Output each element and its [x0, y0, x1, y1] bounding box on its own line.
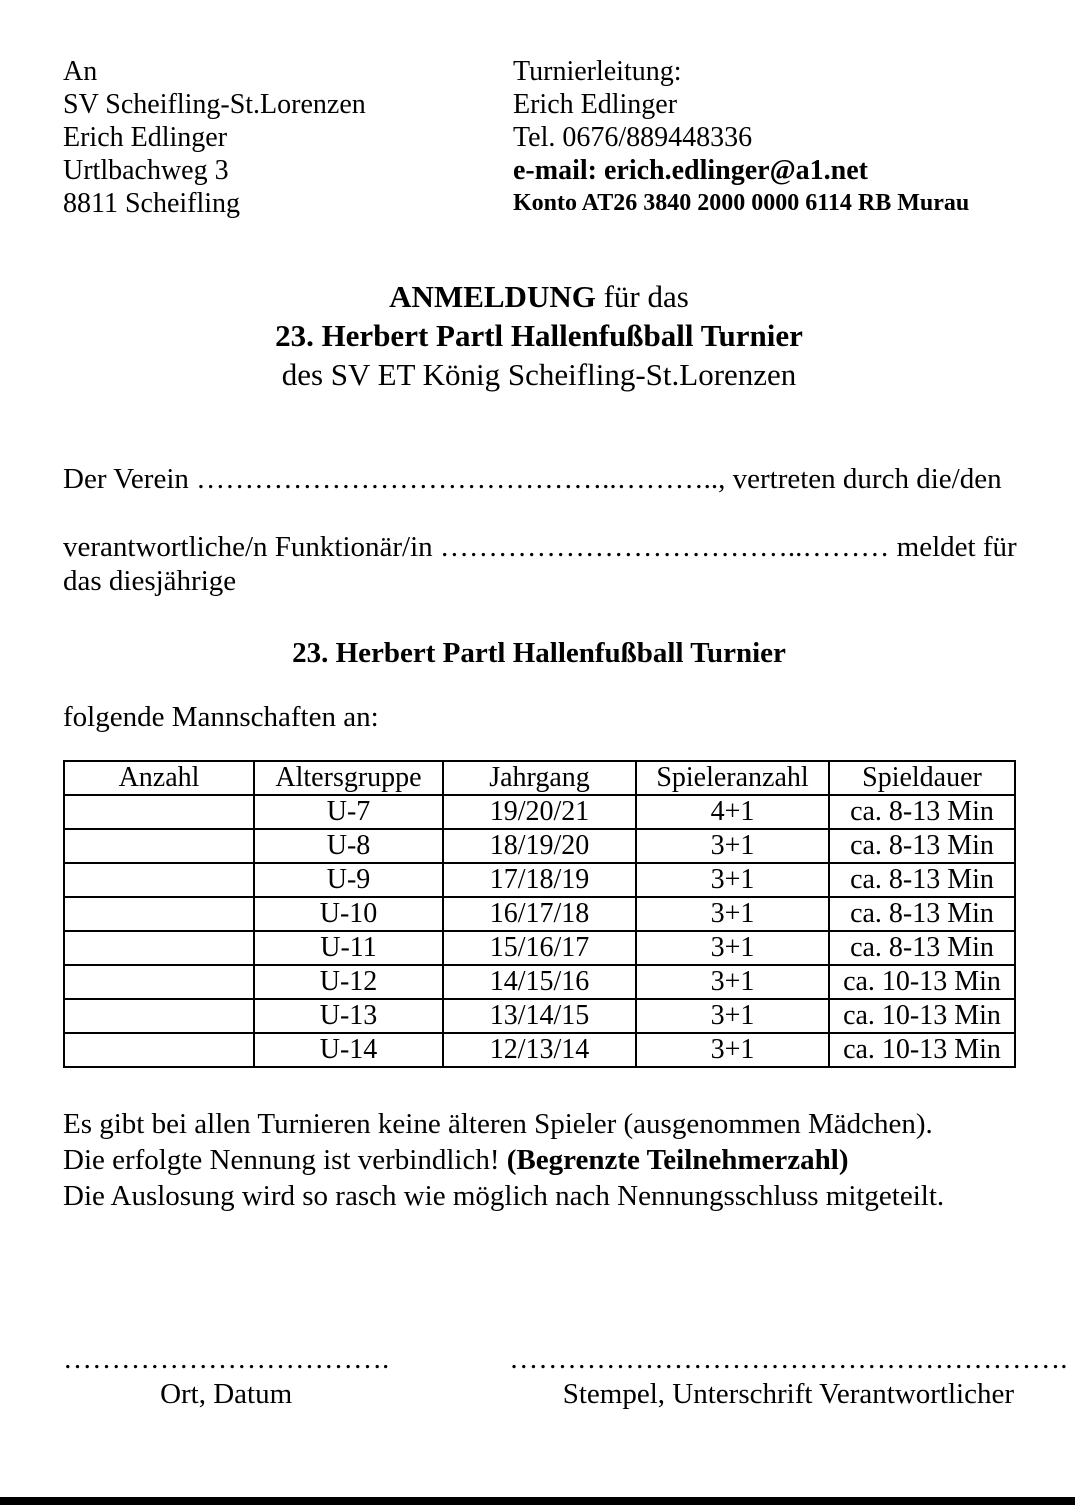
anzahl-blank-cell [64, 965, 254, 999]
year-cell: 19/20/21 [443, 795, 636, 829]
note-line-2-bold: (Begrenzte Teilnehmerzahl) [506, 1144, 849, 1176]
player-count-cell: 3+1 [636, 897, 829, 931]
year-cell: 17/18/19 [443, 863, 636, 897]
age-group-table [63, 760, 1016, 1068]
management-name: Erich Edlinger [513, 89, 678, 120]
column-header-anzahl: Anzahl [64, 761, 254, 795]
management-title: Turnierleitung: [513, 56, 682, 87]
recipient-city: 8811 Scheifling [63, 188, 241, 219]
teams-intro-text: folgende Mannschaften an: [63, 701, 379, 733]
recipient-club: SV Scheifling-St.Lorenzen [63, 89, 366, 120]
age-group-cell: U-12 [254, 965, 443, 999]
duration-cell: ca. 8-13 Min [829, 863, 1015, 897]
signature-left-block [63, 1342, 389, 1412]
duration-cell: ca. 8-13 Min [829, 931, 1015, 965]
column-header-spieleranzahl: Spieleranzahl [636, 761, 829, 795]
duration-cell: ca. 8-13 Min [829, 829, 1015, 863]
age-group-cell: U-7 [254, 795, 443, 829]
anzahl-blank-cell [64, 897, 254, 931]
place-date-label: Ort, Datum [160, 1378, 293, 1410]
management-phone: Tel. 0676/889448336 [513, 122, 753, 153]
duration-cell: ca. 10-13 Min [829, 1033, 1015, 1067]
player-count-cell: 3+1 [636, 863, 829, 897]
tournament-management-block [513, 55, 1015, 220]
funktionaer-fill-in-line: verantwortliche/n Funktionär/in ………………………………..……… meldet für [63, 531, 1017, 563]
player-count-cell: 3+1 [636, 999, 829, 1033]
age-group-cell: U-8 [254, 829, 443, 863]
recipient-name: Erich Edlinger [63, 122, 228, 153]
signature-area [63, 1342, 1068, 1412]
recipient-street: Urtlbachweg 3 [63, 155, 229, 186]
duration-cell: ca. 8-13 Min [829, 897, 1015, 931]
column-header-spieldauer: Spieldauer [829, 761, 1015, 795]
year-cell: 13/14/15 [443, 999, 636, 1033]
anzahl-blank-cell [64, 1033, 254, 1067]
document-header [63, 55, 1015, 220]
duration-cell: ca. 8-13 Min [829, 795, 1015, 829]
player-count-cell: 4+1 [636, 795, 829, 829]
notes-paragraph [63, 1106, 1015, 1214]
title-line-2: 23. Herbert Partl Hallenfußball Turnier [275, 318, 803, 353]
funktionaer-paragraph [63, 530, 1015, 598]
table-row [64, 863, 1015, 897]
note-line-2-regular: Die erfolgte Nennung ist verbindlich! [63, 1144, 507, 1176]
year-cell: 12/13/14 [443, 1033, 636, 1067]
year-cell: 15/16/17 [443, 931, 636, 965]
table-row [64, 965, 1015, 999]
anzahl-blank-cell [64, 795, 254, 829]
column-header-altersgruppe: Altersgruppe [254, 761, 443, 795]
table-header-row [64, 761, 1015, 795]
player-count-cell: 3+1 [636, 1033, 829, 1067]
stamp-signature-line: …………………………………………………. [509, 1343, 1068, 1375]
duration-cell: ca. 10-13 Min [829, 999, 1015, 1033]
table-row [64, 795, 1015, 829]
tournament-subtitle: 23. Herbert Partl Hallenfußball Turnier [292, 637, 786, 669]
player-count-cell: 3+1 [636, 965, 829, 999]
place-date-signature-line: ……………………………. [63, 1343, 390, 1375]
year-cell: 16/17/18 [443, 897, 636, 931]
note-line-1: Es gibt bei allen Turnieren keine älteren Spieler (ausgenommen Mädchen). [63, 1108, 933, 1140]
anzahl-blank-cell [64, 999, 254, 1033]
bottom-scan-edge-bar [0, 1497, 1075, 1505]
document-title [63, 277, 1015, 394]
note-line-3: Die Auslosung wird so rasch wie möglich nach Nennungsschluss mitgeteilt. [63, 1180, 945, 1212]
title-anmeldung: ANMELDUNG [389, 279, 596, 314]
stamp-signature-label: Stempel, Unterschrift Verantwortlicher [562, 1378, 1014, 1410]
year-cell: 14/15/16 [443, 965, 636, 999]
note-line-2 [63, 1142, 1015, 1178]
age-group-cell: U-9 [254, 863, 443, 897]
management-bank-account: Konto AT26 3840 2000 0000 6114 RB Murau [513, 190, 970, 216]
title-line-3: des SV ET König Scheifling-St.Lorenzen [281, 357, 797, 392]
anzahl-blank-cell [64, 829, 254, 863]
age-group-cell: U-11 [254, 931, 443, 965]
management-email: e-mail: erich.edlinger@a1.net [513, 155, 868, 186]
recipient-line-an: An [63, 56, 98, 87]
duration-cell: ca. 10-13 Min [829, 965, 1015, 999]
verein-paragraph [63, 462, 1015, 496]
title-fuer-das: für das [595, 279, 689, 314]
player-count-cell: 3+1 [636, 829, 829, 863]
recipient-address-block [63, 55, 513, 220]
age-group-cell: U-14 [254, 1033, 443, 1067]
age-group-cell: U-10 [254, 897, 443, 931]
table-row [64, 897, 1015, 931]
title-line-1 [63, 277, 1015, 316]
column-header-jahrgang: Jahrgang [443, 761, 636, 795]
age-group-cell: U-13 [254, 999, 443, 1033]
table-row [64, 829, 1015, 863]
table-row [64, 931, 1015, 965]
verein-fill-in-line: Der Verein ……………………………………..……….., vertreten durch die/den [63, 463, 1002, 495]
table-row [64, 999, 1015, 1033]
anzahl-blank-cell [64, 863, 254, 897]
table-row [64, 1033, 1015, 1067]
funktionaer-line-2: das diesjährige [63, 565, 237, 597]
signature-right-block [509, 1342, 1067, 1412]
player-count-cell: 3+1 [636, 931, 829, 965]
anzahl-blank-cell [64, 931, 254, 965]
year-cell: 18/19/20 [443, 829, 636, 863]
